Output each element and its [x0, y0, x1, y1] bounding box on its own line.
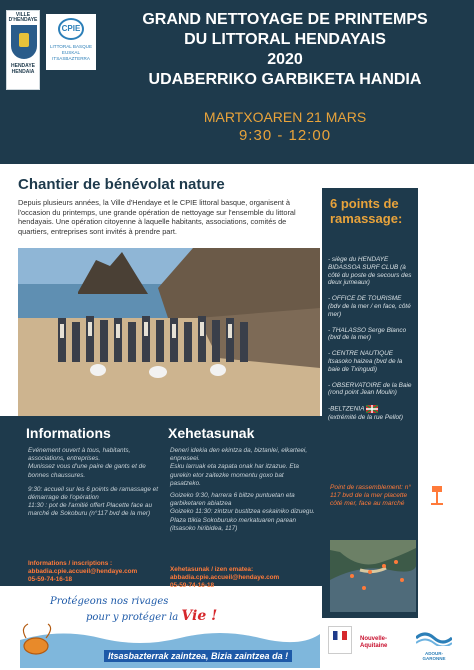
info-fr-body [28, 447, 166, 519]
intro-paragraph: Depuis plusieurs années, la Ville d'Hendaye et le CPIE littoral basque, organisent à l'occasion du printemps, une grande opération de nettoyage sur l'ensemble du littoral hendayais. Une opération citoyenne à laquelle habitants, associations, comités de quartiers, entreprises sont invités à prendre part. [18, 198, 296, 236]
section-title: Chantier de bénévolat nature [18, 176, 225, 193]
meeting-point-text: Point de rassemblement: n° 117 bvd de la mer placette côté mer, face au marché [330, 484, 412, 508]
slogan-fr-line-2-text: pour y protéger la [86, 612, 179, 623]
volunteers-photo [18, 248, 320, 416]
slogan-basque: Itsasbazterrak zaintzea, Bizia zaintzea da ! [104, 650, 292, 662]
info-fr-p2: Munissez vous d'une paire de gants et de bonnes chaussures. [28, 463, 146, 479]
title-line-2: DU LITTORAL HENDAYAIS [184, 31, 386, 48]
location-map [330, 540, 416, 612]
title-line-3: 2020 [267, 51, 303, 68]
info-eu-body [170, 447, 316, 533]
info-fr-contact-phone[interactable]: 05-59-74-16-18 [28, 576, 73, 584]
title-line-4: UDABERRIKO GARBIKETA HANDIA [148, 71, 422, 88]
adour-garonne-text: ADOUR-GARONNE [422, 651, 446, 661]
collection-point-1: - siège du HENDAYE BIDASSOA SURF CLUB (à côté du poste de secours des deux jumeaux) [328, 256, 412, 287]
hendaye-logo-bottom-text: HENDAYE HENDAIA [11, 63, 35, 75]
basque-flag-icon [366, 405, 378, 413]
info-eu-p2: Esku larruak eta zapata onak har itzazue. Eta gurekin etor zaitezke momentu goxo bat pasatzeko. [170, 463, 299, 487]
adour-garonne-logo [416, 628, 452, 661]
info-fr-p4: 11:30 : pot de l'amitié offert Placette face au marché de Sokoburu (n°117 bvd de la mer) [28, 502, 153, 518]
collection-point-6 [328, 405, 414, 421]
title-line-1: GRAND NETTOYAGE DE PRINTEMPS [142, 11, 428, 28]
event-date: MARTXOAREN 21 MARS [203, 109, 367, 125]
info-fr-contact-label: Informations / inscriptions : [28, 560, 113, 567]
info-eu-p3: Goizeko 9:30, harrera 6 biltze puntuetan eta garbiketaren abiatzea [170, 492, 295, 508]
collection-point-5: - OBSERVATOIRE de la Baie (rond point Jean Moulin) [328, 381, 412, 397]
info-eu-contact-phone[interactable]: 05-59-74-16-18 [170, 582, 215, 590]
map-pin-icon [430, 486, 444, 506]
info-fr-p1: Evénement ouvert à tous, habitants, associations, entreprises. [28, 447, 131, 463]
hendaye-logo-top-text: VILLE D'HENDAYE [8, 12, 38, 23]
hendaye-logo [6, 10, 40, 90]
collection-point-4: - CENTRE NAUTIQUE Itsasoko haizea (bvd de la baie de Txingudi) [328, 350, 403, 373]
info-eu-contact [170, 566, 320, 591]
info-eu-contact-label: Xehetasunak / izen ematea: [170, 566, 254, 573]
info-fr-title: Informations [26, 425, 111, 441]
french-flag-icon [333, 631, 347, 640]
nouvelle-aquitaine-logo: Nouvelle-Aquitaine [360, 636, 388, 649]
cpie-logo [46, 14, 96, 70]
info-eu-p4: Goizeko 11:30: zintzur bustitzea eskainiko dizuegu. Plaza ttikia Sokoburuko merkatuaren parean (itsasoko hiribidea, 117) [170, 508, 315, 532]
cpie-logo-text: LITTORAL BASQUE EUSKAL ITSASBAZTERRA [49, 44, 93, 61]
republique-francaise-logo [328, 626, 352, 654]
collection-point-2: - OFFICE DE TOURISME (bdv de la mer / en face, côté mer) [328, 295, 411, 318]
collection-point-6-detail: (extrémité de la rue Pellot) [328, 413, 403, 421]
info-eu-contact-email[interactable]: abbadia.cpie.accueil@hendaye.com [170, 574, 280, 582]
coat-of-arms-icon [11, 25, 37, 59]
info-fr-p3: 9:30: accueil sur les 6 points de ramassage et démarrage de l'opération [28, 485, 159, 502]
slogan-fr-line-1: Protégeons nos rivages [50, 596, 169, 607]
event-title [100, 10, 470, 90]
event-time: 9:30 - 12:00 [238, 127, 332, 144]
partner-logos [320, 622, 470, 666]
info-eu-p1: Deneri idekia den ekintza da, biztanlei, elkarteei, enpreseei. [170, 447, 308, 463]
info-fr-contact [28, 560, 168, 585]
slogan-fr-line-2 [86, 608, 217, 624]
cpie-logo-mark: CPIE [58, 18, 84, 40]
collection-points-list [328, 256, 414, 421]
collection-point-3: - THALASSO Serge Blanco (bvd de la mer) [328, 326, 407, 342]
sidebar-title: 6 points de ramassage: [330, 196, 403, 226]
info-fr-contact-email[interactable]: abbadia.cpie.accueil@hendaye.com [28, 568, 138, 576]
info-eu-title: Xehetasunak [168, 425, 255, 441]
slogan-vie: Vie ! [181, 608, 218, 624]
collection-point-6-name: -BELTZENIA [328, 405, 365, 413]
